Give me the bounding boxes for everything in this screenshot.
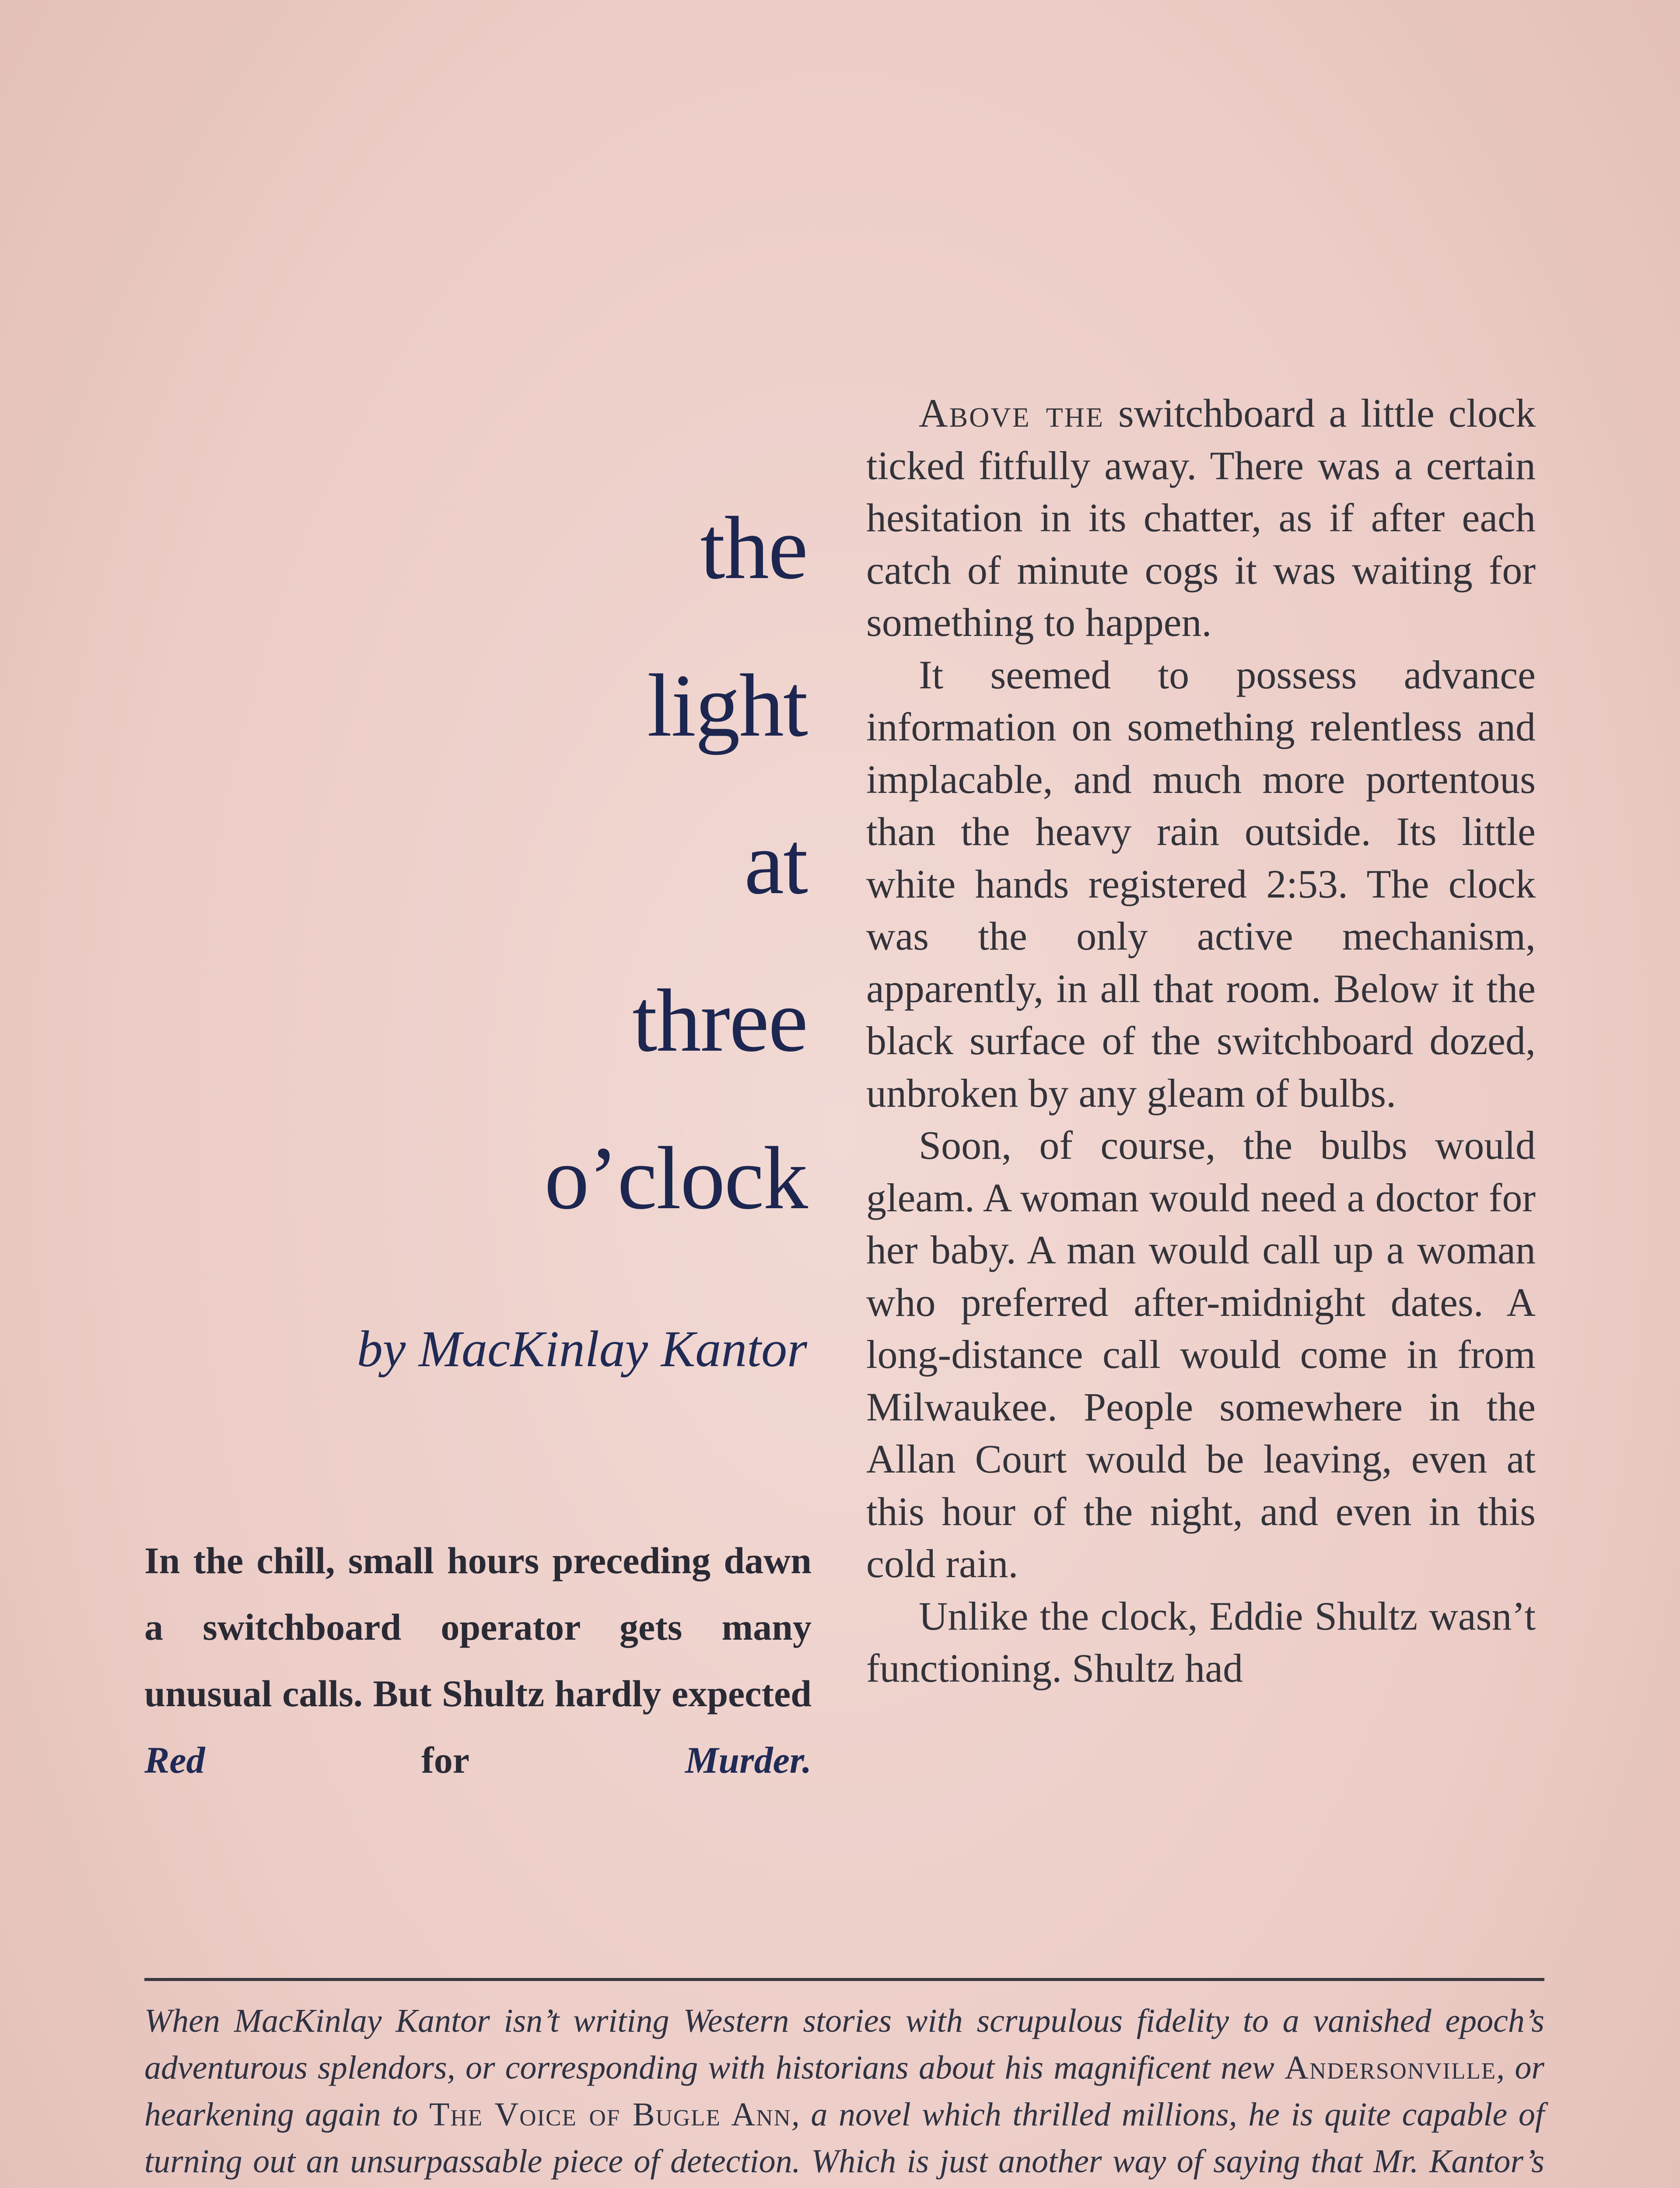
note-text: , or hearkening again to xyxy=(144,2049,1544,2133)
title-word-at: at xyxy=(744,813,807,913)
note-book-title: The Voice of Bugle Ann xyxy=(429,2096,791,2133)
teaser-middle: for xyxy=(205,1739,685,1781)
editorial-note xyxy=(144,1998,1544,2188)
title-word-light: light xyxy=(647,656,807,755)
teaser-emphasis-murder: Murder. xyxy=(685,1739,812,1781)
title-word-the: the xyxy=(700,498,807,598)
upper-divider-rule xyxy=(144,1978,1544,1981)
teaser-emphasis-red: Red xyxy=(144,1739,205,1781)
note-text: When MacKinlay Kantor isn’t writing Western stories with scrupulous fidelity to a vanished epoch’s adventurous splendors, or corresponding with historians about his magnificent new xyxy=(144,2002,1544,2086)
teaser-text: In the chill, small hours preceding dawn a switchboard operator gets many unusual calls. But Shultz hardly expected xyxy=(144,1539,812,1715)
title-word-oclock: o’clock xyxy=(544,1129,807,1228)
note-book-title: Andersonville xyxy=(1284,2049,1497,2086)
paragraph-text: switchboard a little clock ticked fitfully away. There was a certain hesitation in its chatter, as if after each catch of minute cogs it was waiting for something to happen. xyxy=(866,391,1536,645)
story-paragraph xyxy=(866,387,1536,649)
teaser-blurb xyxy=(144,1527,812,1793)
story-paragraph: Unlike the clock, Eddie Shultz wasn’t functioning. Shultz had xyxy=(866,1593,1536,1690)
title-word-three: three xyxy=(632,971,807,1070)
byline: by MacKinlay Kantor xyxy=(357,1320,807,1378)
opening-smallcaps: Above the xyxy=(919,391,1104,435)
story-body-column xyxy=(866,387,1536,1695)
story-paragraph: It seemed to possess advance information on something relentless and implacable, and much more portentous than the heavy rain outside. Its little white hands registered 2:53. The clock was the only active mechanism, apparently, in all that room. Below it the black surface of the switchboard dozed, unbroken by any gleam of bulbs. xyxy=(866,652,1536,1115)
note-text: , a novel which thrilled millions, he is quite capable of turning out an unsurpassable piece of detection. Which is just another way of saying that Mr. Kantor’s xyxy=(144,2096,1544,2180)
story-paragraph: Soon, of course, the bulbs would gleam. A woman would need a doctor for her baby. A man would call up a woman who preferred after-midnight dates. A long-distance call would come in from Milwaukee. People somewhere in the Allan Court would be leaving, even at this hour of the night, and even in this cold rain. xyxy=(866,1123,1536,1586)
